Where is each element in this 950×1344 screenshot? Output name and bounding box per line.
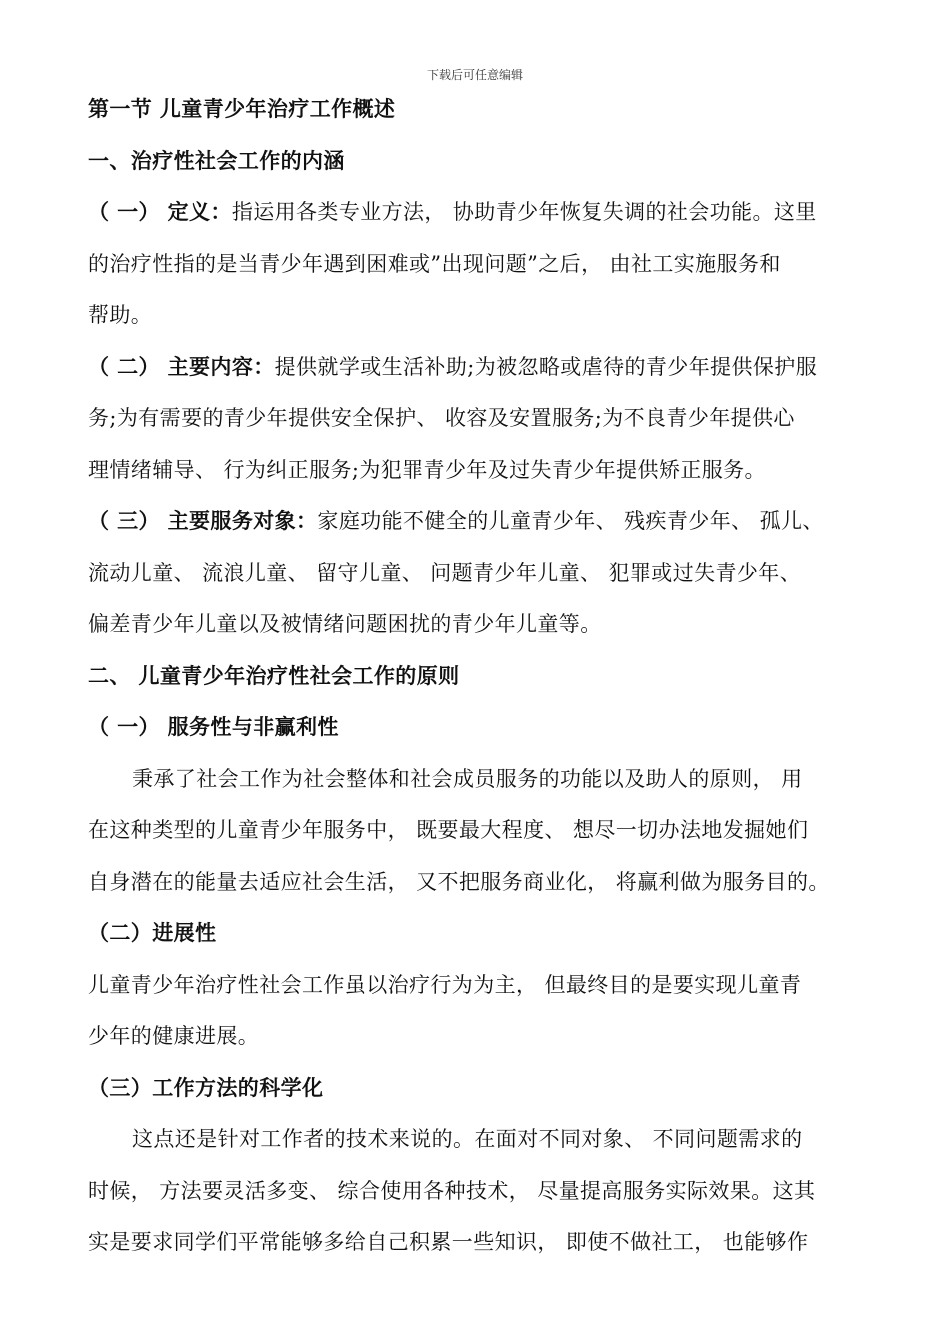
line-text: 理情绪辅导、 行为纠正服务;为犯罪青少年及过失青少年提供矫正服务。: [88, 457, 766, 482]
paragraph-line: [88, 1166, 878, 1218]
paragraph-line: [88, 960, 878, 1012]
paragraph-line: [88, 599, 878, 651]
line-text: 提供就学或生活补助;为被忽略或虐待的青少年提供保护服: [274, 354, 818, 379]
line-text: 少年的健康进展。: [88, 1024, 260, 1048]
line-text: 偏差青少年儿童以及被情绪问题困扰的青少年儿童等。: [88, 612, 602, 636]
paragraph-line: [88, 548, 878, 600]
paragraph-line: [88, 393, 878, 445]
heading-2: [88, 651, 878, 703]
paragraph-line: [88, 1217, 878, 1269]
section-title: [88, 84, 878, 136]
line-text: 流动儿童、 流浪儿童、 留守儿童、 问题青少年儿童、 犯罪或过失青少年、: [88, 560, 802, 585]
line-lead: 二、 儿童青少年治疗性社会工作的原则: [88, 663, 460, 688]
line-lead: 第一节 儿童青少年治疗工作概述: [88, 97, 396, 121]
line-text: 自身潜在的能量去适应社会生活， 又不把服务商业化， 将赢利做为服务目的。: [88, 869, 830, 894]
paragraph-line: [88, 496, 878, 548]
document-body: [88, 84, 878, 1269]
line-lead: （三）工作方法的科学化: [88, 1075, 324, 1100]
line-lead: （二）进展性: [88, 921, 217, 945]
line-text: 在这种类型的儿童青少年服务中， 既要最大程度、 想尽一切办法地发掘她们: [88, 818, 809, 842]
line-text: 的治疗性指的是当青少年遇到困难或”出现问题”之后， 由社工实施服务和: [88, 251, 781, 276]
line-text: 实是要求同学们平常能够多给自己积累一些知识， 即使不做社工， 也能够作: [88, 1230, 809, 1254]
subheading: [88, 908, 878, 960]
paragraph-line: [88, 754, 878, 806]
line-text: 帮助。: [88, 303, 153, 327]
line-lead: （ 三） 主要服务对象：: [88, 509, 318, 533]
line-lead: （ 一） 定义：: [88, 200, 232, 224]
paragraph-line: [88, 342, 878, 394]
line-text: 这点还是针对工作者的技术来说的。在面对不同对象、 不同问题需求的: [132, 1127, 803, 1151]
paragraph-line: [88, 857, 878, 909]
subheading: [88, 702, 878, 754]
paragraph-line: [88, 1114, 878, 1166]
line-text: 时候， 方法要灵活多变、 综合使用各种技术， 尽量提高服务实际效果。这其: [88, 1178, 816, 1203]
line-lead: 一、治疗性社会工作的内涵: [88, 148, 345, 173]
page-header-note: 下载后可任意编辑: [426, 68, 523, 82]
line-text: 务;为有需要的青少年提供安全保护、 收容及安置服务;为不良青少年提供心: [88, 406, 795, 430]
line-lead: （ 一） 服务性与非赢利性: [88, 715, 339, 739]
subheading: [88, 1063, 878, 1115]
paragraph-line: [88, 445, 878, 497]
line-text: 家庭功能不健全的儿童青少年、 残疾青少年、 孤儿、: [317, 509, 824, 533]
paragraph-line: [88, 1011, 878, 1063]
paragraph-line: [88, 290, 878, 342]
paragraph-line: [88, 239, 878, 291]
paragraph-line: [88, 187, 878, 239]
paragraph-line: [88, 805, 878, 857]
heading-1: [88, 136, 878, 188]
line-text: 秉承了社会工作为社会整体和社会成员服务的功能以及助人的原则， 用: [132, 766, 803, 791]
line-lead: （ 二） 主要内容：: [88, 354, 275, 379]
line-text: 儿童青少年治疗性社会工作虽以治疗行为为主， 但最终目的是要实现儿童青: [88, 972, 802, 997]
line-text: 指运用各类专业方法， 协助青少年恢复失调的社会功能。这里: [231, 200, 817, 224]
